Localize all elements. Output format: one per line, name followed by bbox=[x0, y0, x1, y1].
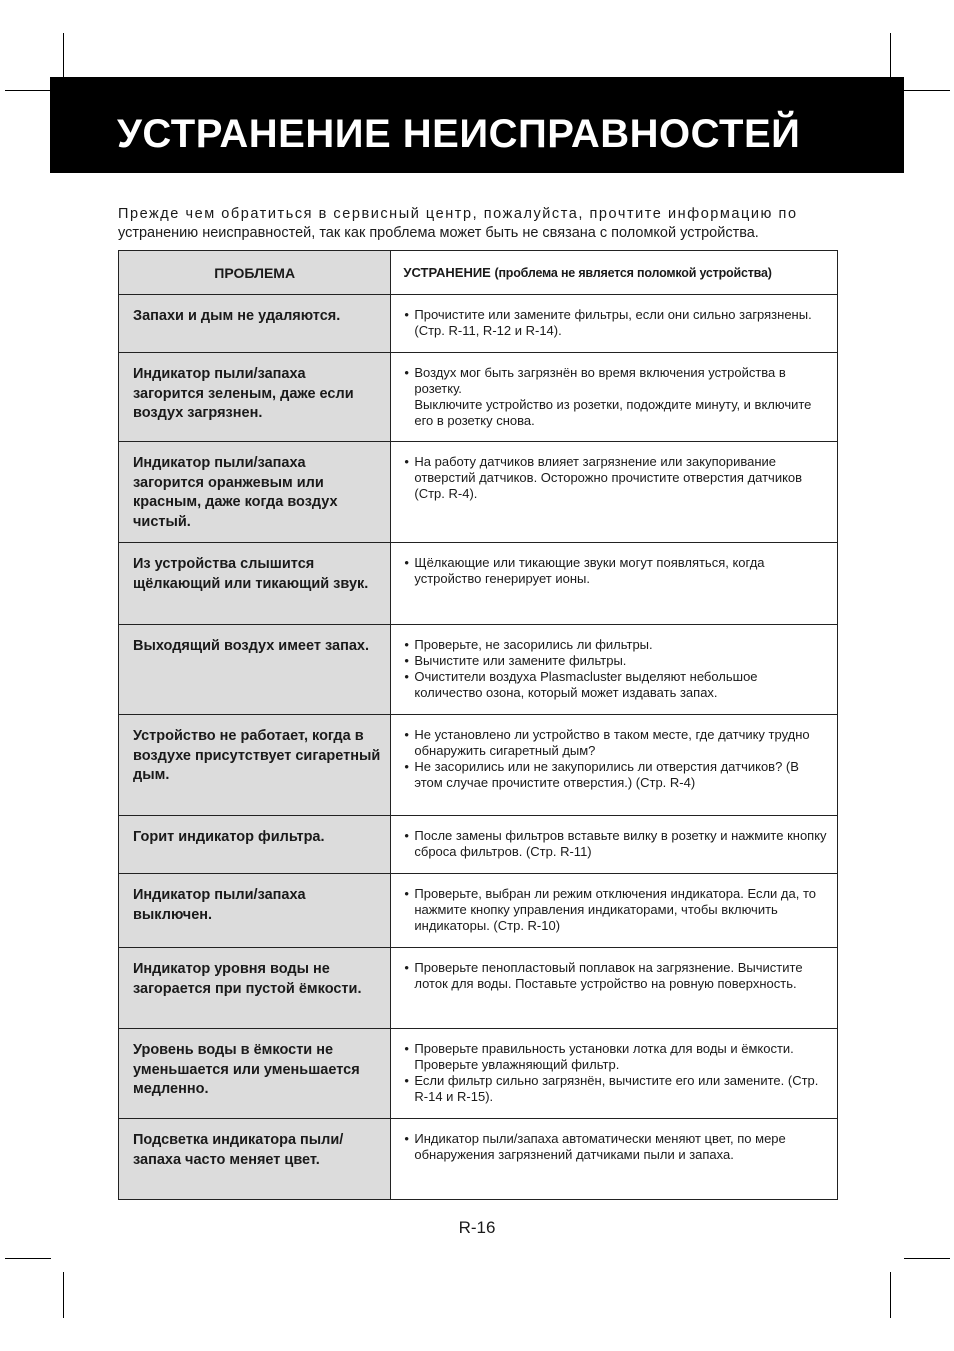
solution-cell bbox=[391, 442, 838, 543]
solution-bullet: • Проверьте пенопластовый поплавок на загрязнение. Вычистите лоток для воды. Поставьте устройство на ровную поверхность. bbox=[404, 960, 829, 992]
solution-bullet: • Если фильтр сильно загрязнён, вычистите его или замените. (Стр. R-14 и R-15). bbox=[404, 1073, 829, 1105]
solution-cell bbox=[391, 715, 838, 816]
solution-bullet: • Индикатор пыли/запаха автоматически меняют цвет, по мере обнаружения загрязнений датчиками пыли и запаха. bbox=[404, 1131, 829, 1163]
table-row bbox=[119, 1119, 838, 1200]
problem-cell: Уровень воды в ёмкости не уменьшается или уменьшается медленно. bbox=[119, 1029, 391, 1119]
problem-cell: Индикатор пыли/запаха загорится зеленым, даже если воздух загрязнен. bbox=[119, 353, 391, 442]
crop-mark bbox=[904, 90, 950, 91]
solution-cell bbox=[391, 295, 838, 353]
solution-bullet: • На работу датчиков влияет загрязнение или закупоривание отверстий датчиков. Осторожно прочистите отверстия датчиков (Стр. R-4). bbox=[404, 454, 829, 502]
solution-bullet: • Проверьте, не засорились ли фильтры. bbox=[404, 637, 829, 653]
troubleshooting-table bbox=[118, 250, 838, 1200]
solution-bullet: • Проверьте, выбран ли режим отключения индикатора. Если да, то нажмите кнопку управления индикаторами, чтобы включить индикаторы. (Стр. R-10) bbox=[404, 886, 829, 934]
solution-bullet: • Очистители воздуха Plasmacluster выделяют небольшое количество озона, который может издавать запах. bbox=[404, 669, 829, 701]
problem-column-header: ПРОБЛЕМА bbox=[119, 251, 391, 295]
solution-cell bbox=[391, 1029, 838, 1119]
solution-bullet: • После замены фильтров вставьте вилку в розетку и нажмите кнопку сброса фильтров. (Стр. R-11) bbox=[404, 828, 829, 860]
problem-cell: Запахи и дым не удаляются. bbox=[119, 295, 391, 353]
intro-line-1: Прежде чем обратиться в сервисный центр, пожалуйста, прочтите информацию по bbox=[118, 206, 798, 222]
solution-header-label: УСТРАНЕНИЕ bbox=[403, 265, 491, 280]
title-bar bbox=[50, 77, 904, 173]
problem-cell: Подсветка индикатора пыли/запаха часто меняет цвет. bbox=[119, 1119, 391, 1200]
problem-cell: Индикатор уровня воды не загорается при пустой ёмкости. bbox=[119, 948, 391, 1029]
page-title: УСТРАНЕНИЕ НЕИСПРАВНОСТЕЙ bbox=[117, 112, 801, 156]
solution-column-header bbox=[391, 251, 838, 295]
solution-bullet: • Вычистите или замените фильтры. bbox=[404, 653, 829, 669]
table-row bbox=[119, 715, 838, 816]
table-row bbox=[119, 625, 838, 715]
crop-mark bbox=[63, 1272, 64, 1318]
crop-mark bbox=[5, 1258, 51, 1259]
solution-cell bbox=[391, 353, 838, 442]
solution-bullet: • Прочистите или замените фильтры, если они сильно загрязнены. (Стр. R-11, R-12 и R-14). bbox=[404, 307, 829, 339]
solution-cell bbox=[391, 816, 838, 874]
table-row bbox=[119, 353, 838, 442]
crop-mark bbox=[890, 1272, 891, 1318]
intro-line-2: устранению неисправностей, так как проблема может быть не связана с поломкой устройства. bbox=[118, 225, 759, 241]
crop-mark bbox=[904, 1258, 950, 1259]
solution-cell bbox=[391, 1119, 838, 1200]
solution-cell bbox=[391, 948, 838, 1029]
table-row bbox=[119, 816, 838, 874]
table-row bbox=[119, 295, 838, 353]
crop-mark bbox=[5, 90, 51, 91]
solution-cell bbox=[391, 874, 838, 948]
problem-cell: Выходящий воздух имеет запах. bbox=[119, 625, 391, 715]
solution-bullet: • Щёлкающие или тикающие звуки могут появляться, когда устройство генерирует ионы. bbox=[404, 555, 829, 587]
intro-paragraph bbox=[118, 205, 838, 243]
table-header-row bbox=[119, 251, 838, 295]
solution-cell bbox=[391, 625, 838, 715]
solution-bullet: • Воздух мог быть загрязнён во время включения устройства в розетку. bbox=[404, 365, 829, 397]
table-row bbox=[119, 1029, 838, 1119]
solution-bullet: • Не установлено ли устройство в таком месте, где датчику трудно обнаружить сигаретный дым? bbox=[404, 727, 829, 759]
page-number: R-16 bbox=[458, 1218, 496, 1237]
problem-cell: Устройство не работает, когда в воздухе присутствует сигаретный дым. bbox=[119, 715, 391, 816]
problem-cell: Индикатор пыли/запаха загорится оранжевым или красным, даже когда воздух чистый. bbox=[119, 442, 391, 543]
problem-cell: Горит индикатор фильтра. bbox=[119, 816, 391, 874]
table-row bbox=[119, 948, 838, 1029]
table-row bbox=[119, 442, 838, 543]
table-row bbox=[119, 874, 838, 948]
solution-continuation: Выключите устройство из розетки, подождите минуту, и включите его в розетку снова. bbox=[414, 397, 812, 428]
solution-bullet: • Не засорились или не закупорились ли отверстия датчиков? (В этом случае прочистите отверстия.) (Стр. R-4) bbox=[404, 759, 829, 791]
solution-header-note: (проблема не является поломкой устройства) bbox=[494, 266, 772, 280]
problem-cell: Индикатор пыли/запаха выключен. bbox=[119, 874, 391, 948]
problem-cell: Из устройства слышится щёлкающий или тикающий звук. bbox=[119, 543, 391, 625]
table-row bbox=[119, 543, 838, 625]
solution-bullet: • Проверьте правильность установки лотка для воды и ёмкости. Проверьте увлажняющий фильтр. bbox=[404, 1041, 829, 1073]
solution-cell bbox=[391, 543, 838, 625]
